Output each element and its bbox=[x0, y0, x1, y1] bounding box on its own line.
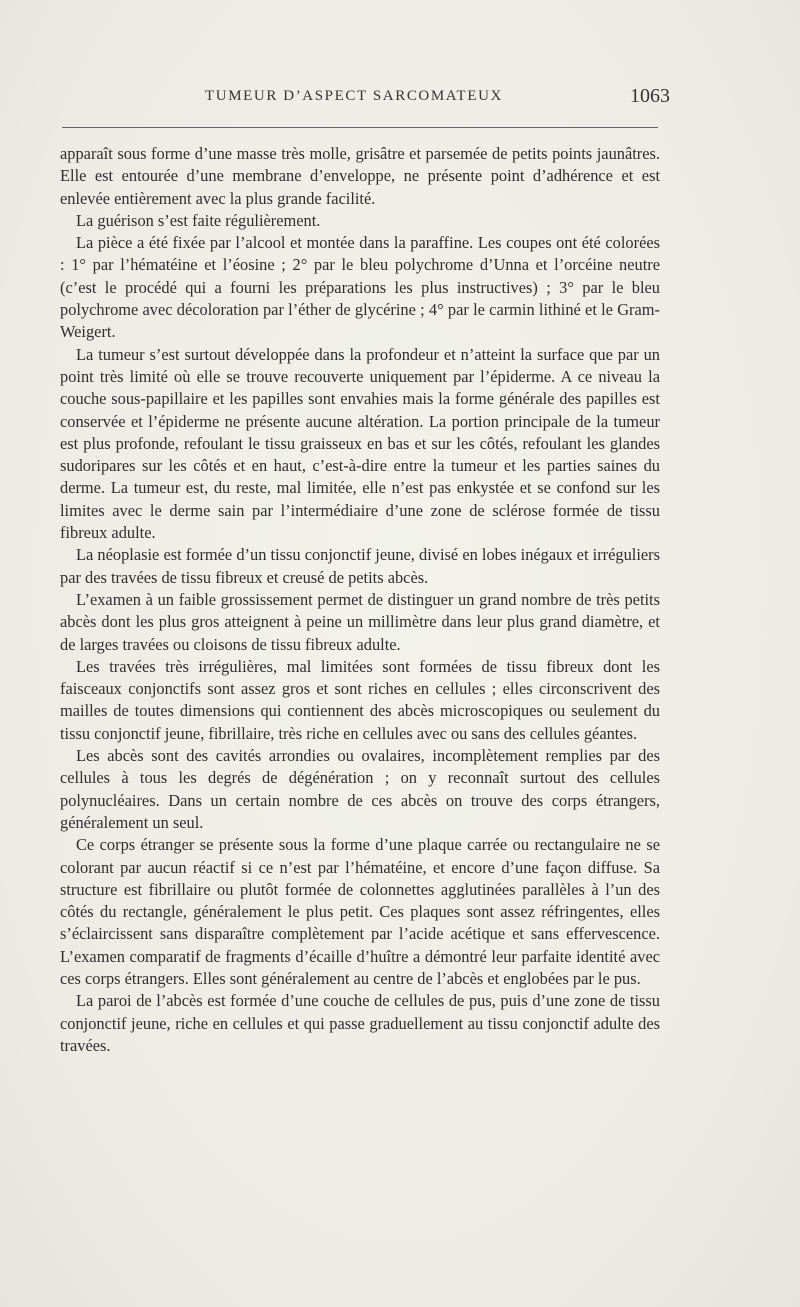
paragraph: La guérison s’est faite régulièrement. bbox=[76, 210, 321, 230]
paragraph: La paroi de l’abcès est formée d’une couche de cellules de pus, puis d’une zone de tissu conjonctif jeune, riche en cellules et qui passe graduellement au tissu conjonctif adulte des travées. bbox=[60, 991, 660, 1055]
paragraph: Les abcès sont des cavités arrondies ou ovalaires, incomplètement remplies par des cellules à tous les degrés de dégénération ; on y reconnaît surtout des cellules polynucléaires. Dans un certain nombre de ces abcès on trouve des corps étrangers, généralement un seul. bbox=[60, 746, 660, 832]
paragraph: Ce corps étranger se présente sous la forme d’une plaque carrée ou rectangulaire ne se colorant par aucun réactif si ce n’est par l’hématéine, et encore d’une façon diffuse. Sa structure est fibrillaire ou plutôt formée de colonnettes agglutinées parallèles à l’un des côtés du rectangle, généralement le plus petit. Ces plaques sont assez réfringentes, elles s’éclaircissent sans disparaître complètement par l’acide acétique et sans effervescence. L’examen comparatif de fragments d’écaille d’huître a démontré leur parfaite identité avec ces corps étrangers. Elles sont généralement au centre de l’abcès et englobées par le pus. bbox=[60, 835, 660, 988]
paragraph: La pièce a été fixée par l’alcool et montée dans la paraffine. Les coupes ont été colorées : 1° par l’hématéine et l’éosine ; 2° par le bleu polychrome d’Unna et l’orcéine neutre (c’est le procédé qui a fourni les préparations les plus instructives) ; 3° par le bleu polychrome avec décoloration par l’éther de glycérine ; 4° par le carmin lithiné et le Gram-Weigert. bbox=[60, 233, 660, 342]
page-header bbox=[60, 85, 670, 116]
paragraph: La tumeur s’est surtout développée dans la profondeur et n’atteint la surface que par un point très limité où elle se trouve recouverte uniquement par l’épiderme. A ce niveau la couche sous-papillaire et les papilles sont envahies mais la forme générale des papilles est conservée et l’épiderme ne présente aucune altération. La portion principale de la tumeur est plus profonde, refoulant le tissu graisseux en bas et sur les côtés, refoulant les glandes sudoripares sur les côtés et en haut, c’est-à-dire entre la tumeur et les parties saines du derme. La tumeur est, du reste, mal limitée, elle n’est pas enkystée et se confond sur les limites avec le derme sain par l’intermédiaire d’une zone de sclérose formée de tissu fibreux adulte. bbox=[60, 344, 660, 543]
running-title: TUMEUR D’ASPECT SARCOMATEUX bbox=[205, 88, 503, 104]
body-text bbox=[60, 143, 660, 1057]
paragraph: apparaît sous forme d’une masse très molle, grisâtre et parsemée de petits points jaunâtres. Elle est entourée d’une membrane d’enveloppe, ne présente point d’adhérence et est enlevée entièrement avec la plus grande facilité. bbox=[60, 144, 660, 208]
page-number: 1063 bbox=[630, 85, 670, 107]
paragraph: La néoplasie est formée d’un tissu conjonctif jeune, divisé en lobes inégaux et irréguliers par des travées de tissu fibreux et creusé de petits abcès. bbox=[60, 545, 660, 587]
paragraph: L’examen à un faible grossissement permet de distinguer un grand nombre de très petits abcès dont les plus gros atteignent à peine un millimètre dans leur plus grand diamètre, et de larges travées ou cloisons de tissu fibreux adulte. bbox=[60, 589, 660, 654]
paragraph: Les travées très irrégulières, mal limitées sont formées de tissu fibreux dont les faisceaux conjonctifs sont assez gros et sont riches en cellules ; elles circonscrivent des mailles de toutes dimensions qui contiennent des abcès microscopiques ou seulement du tissu conjonctif jeune, fibrillaire, très riche en cellules avec ou sans des cellules géantes. bbox=[60, 656, 660, 743]
header-rule bbox=[62, 127, 658, 128]
